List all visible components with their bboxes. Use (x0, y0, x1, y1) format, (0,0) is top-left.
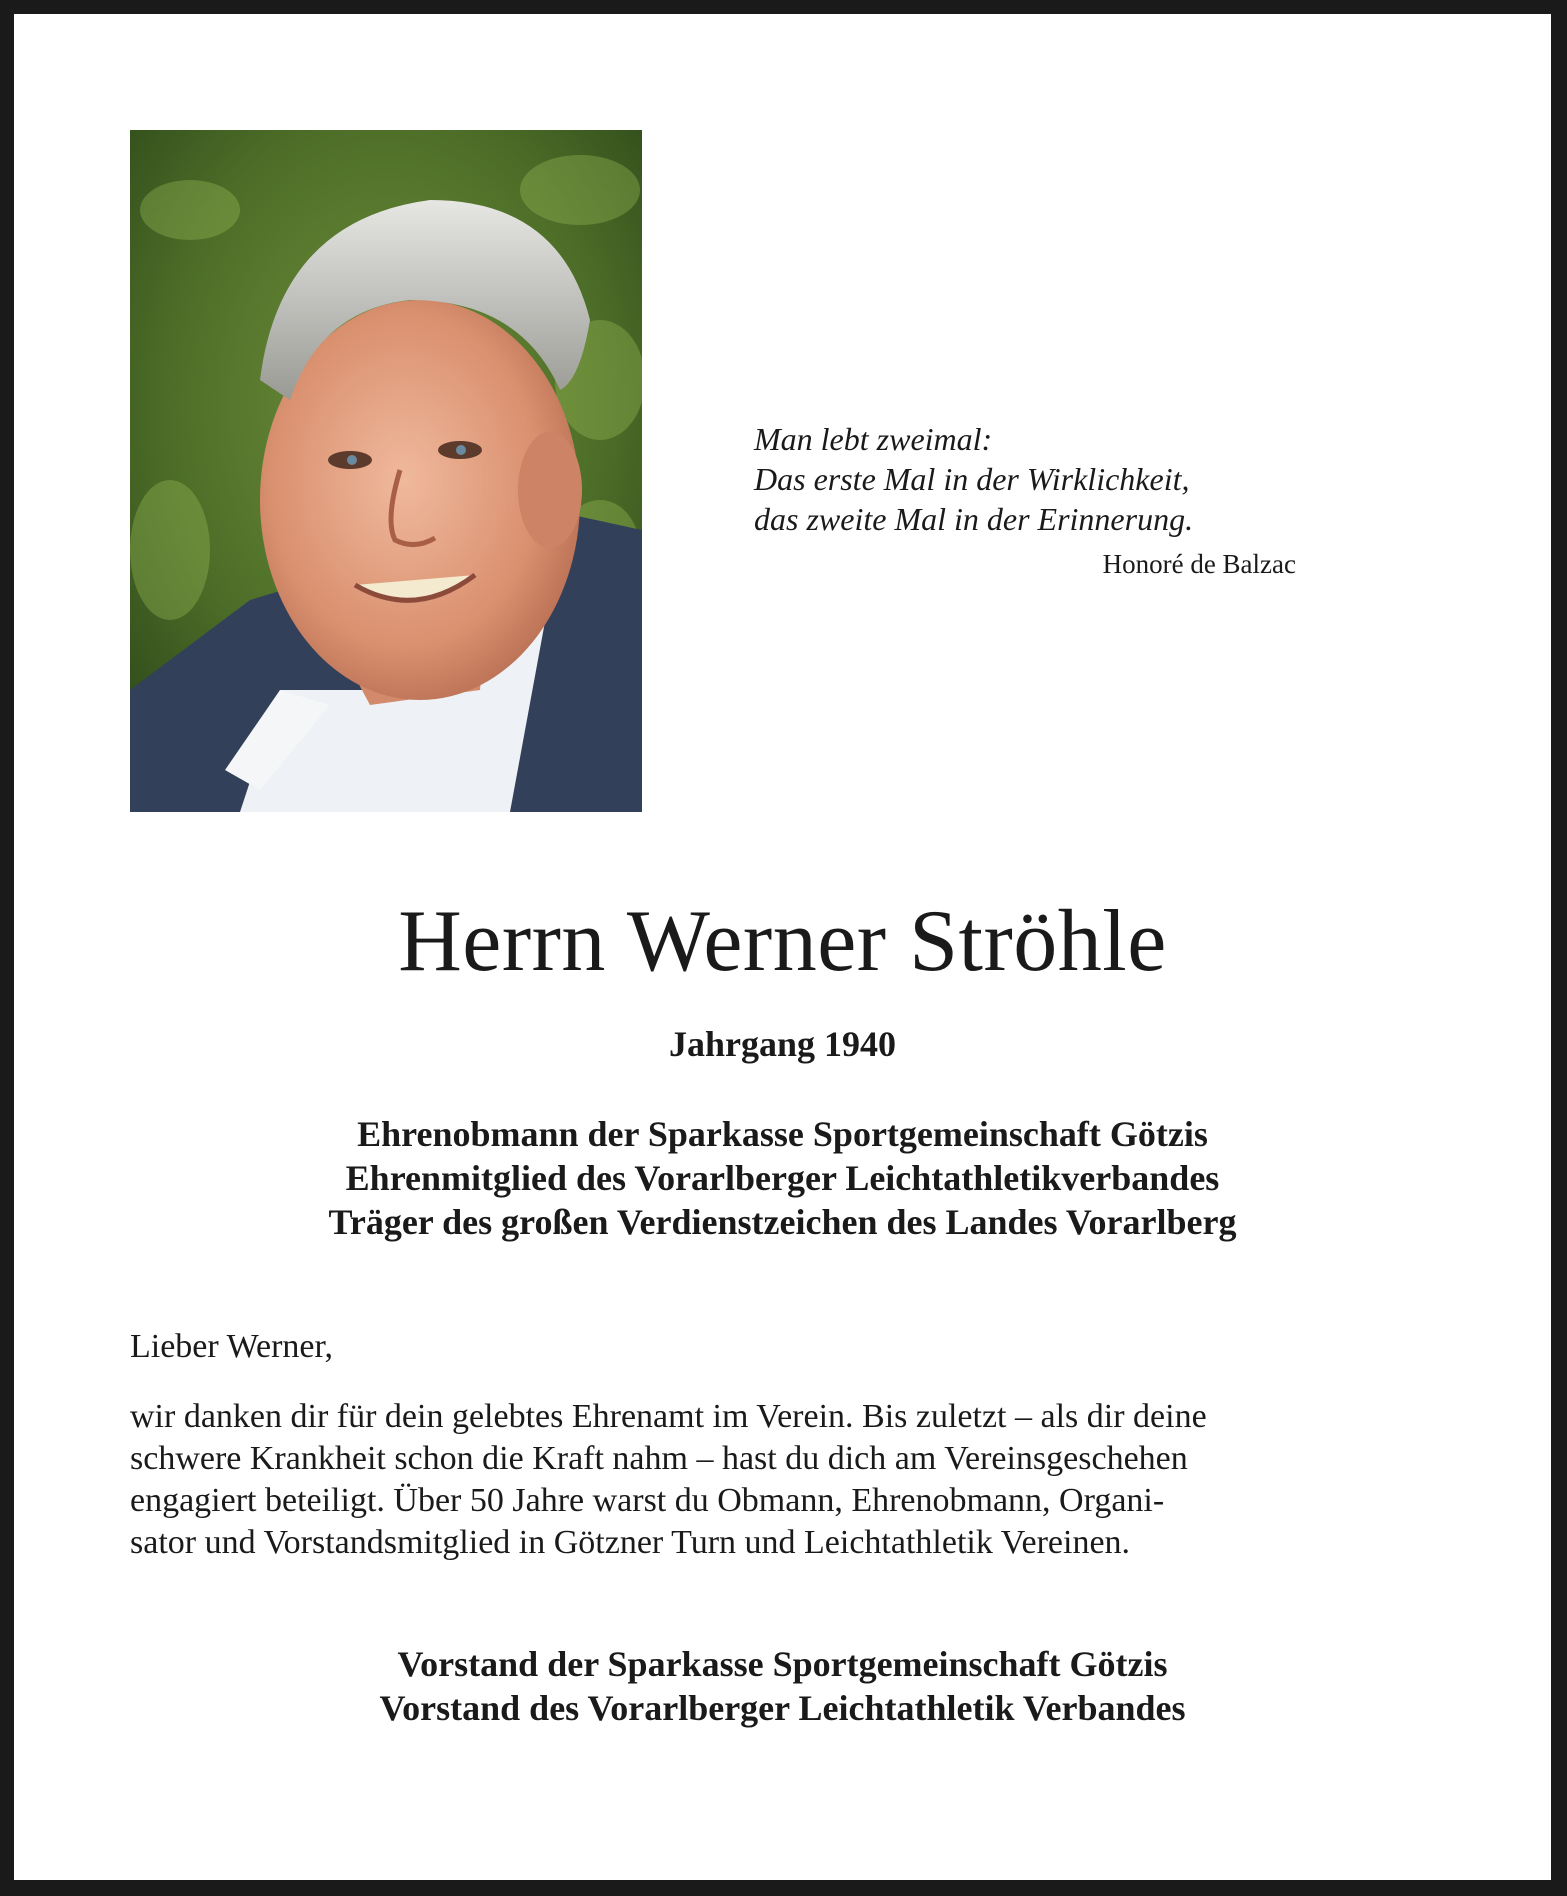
quote-line: Man lebt zweimal: (754, 421, 993, 457)
salutation: Lieber Werner, (130, 1328, 333, 1365)
quote-author: Honoré de Balzac (1102, 549, 1296, 579)
honors-list (14, 1112, 1551, 1244)
tribute-text (130, 1396, 1430, 1564)
tribute-line: wir danken dir für dein gelebtes Ehrenamt im Verein. Bis zuletzt – als dir deine (130, 1398, 1207, 1435)
portrait-image (130, 130, 642, 812)
signature-block (14, 1642, 1551, 1730)
honor-item: Ehrenobmann der Sparkasse Sportgemeinschaft Götzis (357, 1114, 1208, 1154)
deceased-name: Herrn Werner Ströhle (398, 893, 1167, 990)
signature-line: Vorstand der Sparkasse Sportgemeinschaft Götzis (397, 1644, 1168, 1684)
portrait-photo (130, 130, 642, 812)
tribute-line: sator und Vorstandsmitglied in Götzner Turn und Leichtathletik Vereinen. (130, 1524, 1131, 1561)
honor-item: Ehrenmitglied des Vorarlberger Leichtathletikverbandes (345, 1158, 1220, 1198)
obituary-page (14, 14, 1551, 1880)
tribute-line: engagiert beteiligt. Über 50 Jahre warst du Obmann, Ehrenobmann, Organi- (130, 1482, 1165, 1519)
quote-line: das zweite Mal in der Erinnerung. (754, 501, 1194, 537)
honor-item: Träger des großen Verdienstzeichen des Landes Vorarlberg (328, 1202, 1237, 1242)
tribute-line: schwere Krankheit schon die Kraft nahm – hast du dich am Vereinsgeschehen (130, 1440, 1188, 1477)
quote-line: Das erste Mal in der Wirklichkeit, (754, 461, 1190, 497)
birth-year: Jahrgang 1940 (668, 1024, 897, 1064)
signature-line: Vorstand des Vorarlberger Leichtathletik Verbandes (379, 1688, 1186, 1728)
quote-block (754, 419, 1314, 581)
